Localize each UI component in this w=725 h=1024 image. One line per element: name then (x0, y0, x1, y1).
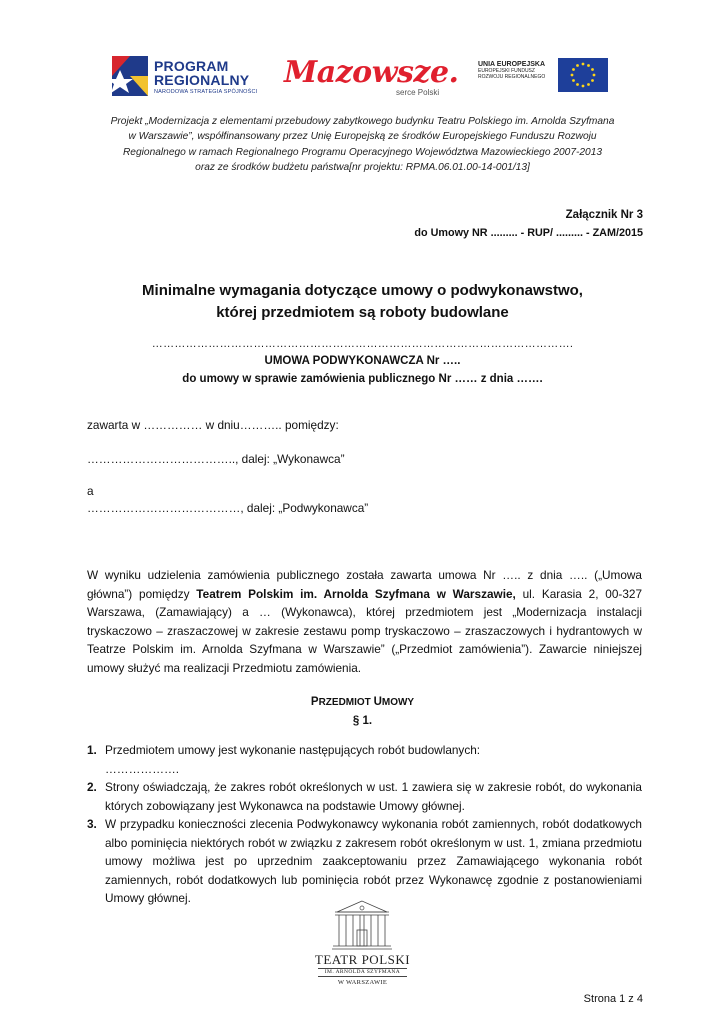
project-line1: Projekt „Modernizacja z elementami przebudowy zabytkowego budynku Teatru Polskiego im. Arnolda Szyfmana (110, 116, 615, 127)
list-item (87, 741, 642, 778)
agreement-title-block (80, 352, 645, 388)
list-item-number: 2. (87, 780, 97, 794)
clause-list (87, 741, 642, 908)
attachment-title: Załącznik Nr 3 (565, 209, 643, 221)
theatre-building-icon (331, 898, 393, 950)
teatr-sub2: W WARSZAWIE (337, 979, 388, 986)
attachment-header (414, 206, 643, 242)
intro-bold: Teatrem Polskim im. Arnolda Szyfmana w Warszawie, (196, 586, 516, 601)
eu-line3: ROZWOJU REGIONALNEGO (478, 74, 546, 80)
page-title (80, 280, 645, 324)
concluded-line: zawarta w …………… w dniu……….. pomiędzy: (87, 418, 339, 432)
section-number: § 1. (352, 715, 373, 727)
section-title (80, 693, 645, 712)
program-line1: PROGRAM (154, 58, 229, 74)
teatr-name: TEATR POLSKI (314, 952, 411, 967)
teatr-sub1: IM. ARNOLDA SZYFMANA (324, 969, 401, 975)
agreement-dots: …………………………………………………………………………………………………. (151, 338, 574, 350)
and-line: a (87, 484, 94, 498)
section-title-u: U (373, 696, 382, 708)
program-regionalny-emblem-icon (108, 52, 152, 100)
project-description (80, 114, 645, 175)
list-item-text: W przypadku konieczności zlecenia Podwykonawcy wykonania robót zamiennych, robót dodatkowych albo pominięcia niektórych robót w związku z zakresem robót określonym w ust. 1, zmiana przedmiotu umowy możliwa jest po uprzednim zaakceptowaniu przez Zamawiającego wykonania robót zamiennych, robót dodatkowych lub pominięcia robót przez Wykonawcę zgodnie z postanowieniami Umowy głównej. (105, 817, 642, 905)
agreement-title: UMOWA PODWYKONAWCZA Nr ….. (264, 355, 461, 367)
contractor-line: ……………………………….., dalej: „Wykonawca” (87, 452, 345, 466)
intro-part2: ul. Karasia 2, 00-327 Warszawa, (Zamawiający) a … (Wykonawca), której przedmiotem jest „Modernizacja instalacji tryskaczowo – zraszaczowej w zakresie zestawu pomp tryskaczowo – zraszaczowych i hydrantowych w Teatrze Polskim im. Arnolda Szyfmana w Warszawie” („Przedmiot zamówienia”). Zawarcie niniejszej umowy służyć ma realizacji Przedmiotu zamówienia. (87, 586, 642, 675)
section-heading (80, 693, 645, 730)
agreement-subtitle: do umowy w sprawie zamówienia publicznego Nr …… z dnia ……. (182, 373, 543, 385)
page-title-line1: Minimalne wymagania dotyczące umowy o podwykonawstwo, (142, 282, 583, 299)
eu-line1: UNIA EUROPEJSKA (478, 61, 546, 68)
eu-line2: EUROPEJSKI FUNDUSZ (478, 68, 535, 74)
list-item-number: 3. (87, 817, 97, 831)
program-line2: REGIONALNY (154, 72, 250, 88)
project-line4: oraz ze środków budżetu państwa[nr projektu: RPMA.06.01.00-14-001/13] (195, 161, 530, 173)
project-line2: w Warszawie”, współfinansowany przez Unię Europejską ze środków Europejskiego Funduszu Rozwoju (128, 131, 597, 143)
intro-part1: W wyniku udzielenia zamówienia publicznego została zawarta umowa Nr ….. z dnia ….. („Umowa główna”) pomiędzy (87, 568, 642, 601)
list-item-extra: ………………. (105, 761, 180, 776)
teatr-polski-logo (310, 898, 415, 990)
page-title-line2: której przedmiotem są roboty budowlane (216, 304, 509, 321)
mazowsze-wordmark: Mazowsze. (284, 55, 459, 90)
attachment-subtitle: do Umowy NR ......... - RUP/ ......... - ZAM/2015 (414, 227, 643, 239)
project-line3: Regionalnego w ramach Regionalnego Programu Operacyjnego Województwa Mazowieckiego 2007-2013 (122, 146, 603, 158)
list-item (87, 778, 642, 815)
program-line3: NARODOWA STRATEGIA SPÓJNOŚCI (154, 89, 258, 95)
list-item-text: Strony oświadczają, że zakres robót określonych w ust. 1 zawiera się w zakresie robót, do wykonania których zobowiązany jest Wykonawca na podstawie Umowy głównej. (105, 780, 642, 813)
section-title-p: P (310, 696, 319, 708)
mazowsze-logo (284, 55, 459, 101)
subcontractor-line: …………………………………, dalej: „Podwykonawca” (87, 501, 369, 515)
page-number: Strona 1 z 4 (583, 993, 643, 1005)
program-regionalny-logo (108, 52, 268, 102)
list-item-text: Przedmiotem umowy jest wykonanie następujących robót budowlanych: (105, 743, 481, 757)
mazowsze-tagline: serce Polski (396, 88, 440, 97)
eu-flag-icon (558, 58, 608, 92)
section-title-rzedmiot: RZEDMIOT (318, 697, 374, 708)
section-title-mowy: MOWY (381, 697, 415, 708)
list-item (87, 815, 642, 908)
list-item-number: 1. (87, 743, 97, 757)
intro-paragraph (87, 566, 642, 677)
eu-logo (478, 58, 608, 94)
teatr-divider (318, 976, 407, 977)
